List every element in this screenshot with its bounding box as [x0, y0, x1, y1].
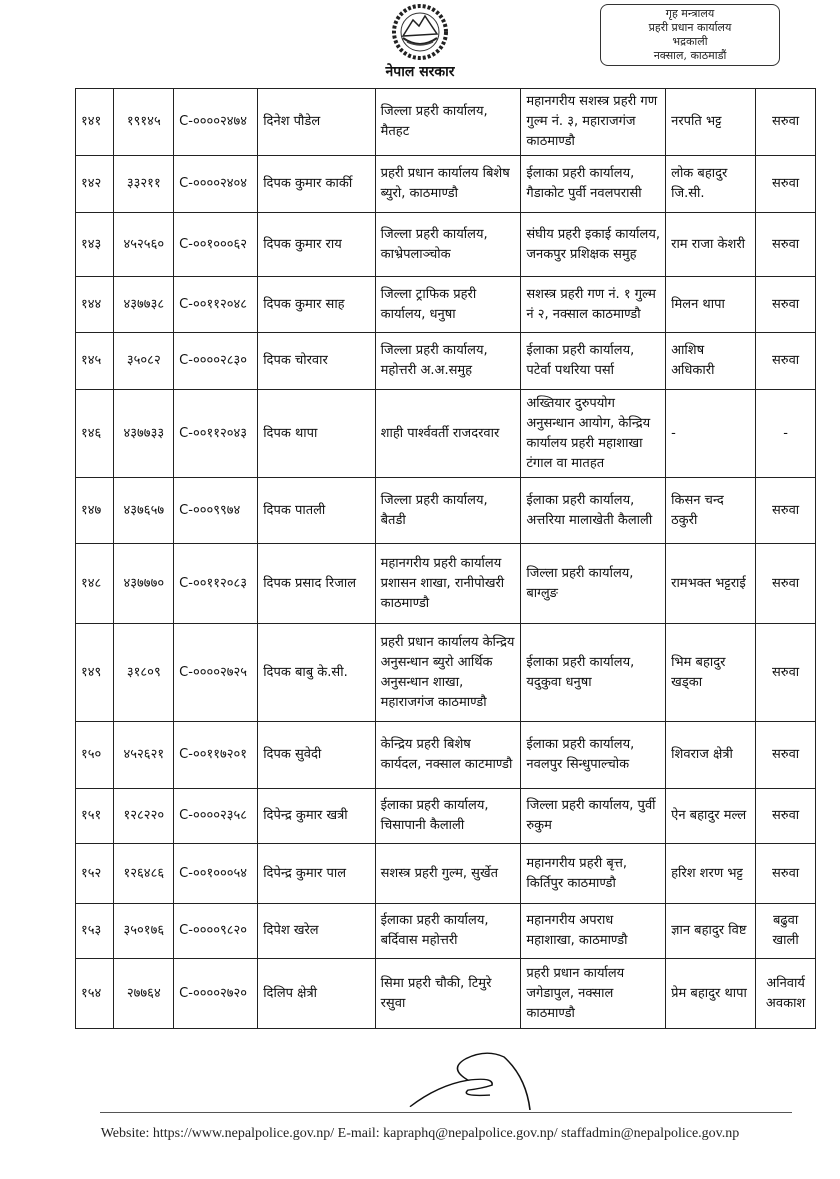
nepal-government-emblem-icon: [389, 4, 451, 62]
replacement-name-cell: प्रेम बहादुर थापा: [666, 959, 756, 1029]
staff-code-cell: C-००००९८२०: [174, 904, 258, 959]
replacement-name-cell: लोक बहादुर जि.सी.: [666, 156, 756, 213]
transfer-office-cell: संघीय प्रहरी इकाई कार्यालय, जनकपुर प्रशिक्षक समुह: [521, 213, 666, 277]
office-stamp: [600, 4, 780, 66]
table-row: [76, 904, 816, 959]
remark-cell: सरुवा: [756, 722, 816, 789]
signature: [408, 1052, 538, 1110]
remark-cell: सरुवा: [756, 213, 816, 277]
employee-name-cell: दिपेन्द्र कुमार खत्री: [258, 789, 375, 844]
employee-name-cell: दिपक पातली: [258, 478, 375, 544]
table-row: [76, 722, 816, 789]
table-row: [76, 333, 816, 390]
remark-cell: -: [756, 390, 816, 478]
personnel-id-cell: ४५२५६०: [114, 213, 174, 277]
replacement-name-cell: भिम बहादुर खड्का: [666, 624, 756, 722]
staff-code-cell: C-००११२०४३: [174, 390, 258, 478]
serial-number-cell: १४९: [76, 624, 114, 722]
transfer-office-cell: महानगरीय प्रहरी बृत्त, किर्तिपुर काठमाण्डौ: [521, 844, 666, 904]
employee-name-cell: दिपक बाबु के.सी.: [258, 624, 375, 722]
replacement-name-cell: नरपति भट्ट: [666, 89, 756, 156]
employee-name-cell: दिपक कुमार कार्की: [258, 156, 375, 213]
replacement-name-cell: हरिश शरण भट्ट: [666, 844, 756, 904]
transfer-office-cell: ईलाका प्रहरी कार्यालय, यदुकुवा धनुषा: [521, 624, 666, 722]
serial-number-cell: १४८: [76, 544, 114, 624]
stamp-line3: भद्रकाली: [672, 35, 708, 48]
replacement-name-cell: -: [666, 390, 756, 478]
table-row: [76, 277, 816, 333]
footer-divider: [100, 1112, 792, 1113]
remark-cell: सरुवा: [756, 156, 816, 213]
remark-cell: सरुवा: [756, 89, 816, 156]
employee-name-cell: दिपक प्रसाद रिजाल: [258, 544, 375, 624]
serial-number-cell: १४१: [76, 89, 114, 156]
transfer-office-cell: ईलाका प्रहरी कार्यालय, गैडाकोट पुर्वी नवलपरासी: [521, 156, 666, 213]
remark-cell: सरुवा: [756, 333, 816, 390]
personnel-id-cell: १२८२२०: [114, 789, 174, 844]
remark-cell: बढुवा खाली: [756, 904, 816, 959]
personnel-id-cell: ४३७७३३: [114, 390, 174, 478]
transfer-office-cell: सशस्त्र प्रहरी गण नं. १ गुल्म नं २, नक्साल काठमाण्डौ: [521, 277, 666, 333]
table-row: [76, 89, 816, 156]
transfer-office-cell: जिल्ला प्रहरी कार्यालय, बाग्लुङ: [521, 544, 666, 624]
staff-code-cell: C-०००९९७४: [174, 478, 258, 544]
table-row: [76, 624, 816, 722]
transfer-office-cell: महानगरीय सशस्त्र प्रहरी गण गुल्म नं. ३, महाराजगंज काठमाण्डौ: [521, 89, 666, 156]
personnel-id-cell: १२६४८६: [114, 844, 174, 904]
remark-cell: सरुवा: [756, 544, 816, 624]
staff-code-cell: C-००११२०४८: [174, 277, 258, 333]
current-office-cell: जिल्ला ट्राफिक प्रहरी कार्यालय, धनुषा: [375, 277, 521, 333]
personnel-id-cell: ४३७६५७: [114, 478, 174, 544]
current-office-cell: जिल्ला प्रहरी कार्यालय, महोत्तरी अ.अ.समुह: [375, 333, 521, 390]
transfer-office-cell: ईलाका प्रहरी कार्यालय, पटेर्वा पथरिया पर्सा: [521, 333, 666, 390]
staff-code-cell: C-००००२३५८: [174, 789, 258, 844]
serial-number-cell: १४४: [76, 277, 114, 333]
personnel-id-cell: ४३७७७०: [114, 544, 174, 624]
employee-name-cell: दिलिप क्षेत्री: [258, 959, 375, 1029]
current-office-cell: प्रहरी प्रधान कार्यालय बिशेष ब्युरो, काठमाण्डौ: [375, 156, 521, 213]
replacement-name-cell: रामभक्त भट्टराई: [666, 544, 756, 624]
current-office-cell: शाही पार्श्ववर्ती राजदरवार: [375, 390, 521, 478]
personnel-id-cell: २७७६४: [114, 959, 174, 1029]
table-row: [76, 213, 816, 277]
replacement-name-cell: आशिष अधिकारी: [666, 333, 756, 390]
table-row: [76, 478, 816, 544]
staff-code-cell: C-००१०००५४: [174, 844, 258, 904]
employee-name-cell: दिपक कुमार साह: [258, 277, 375, 333]
employee-name-cell: दिपक कुमार राय: [258, 213, 375, 277]
table-row: [76, 789, 816, 844]
remark-cell: सरुवा: [756, 789, 816, 844]
serial-number-cell: १४६: [76, 390, 114, 478]
transfer-office-cell: ईलाका प्रहरी कार्यालय, अत्तरिया मालाखेती कैलाली: [521, 478, 666, 544]
transfer-table: [75, 88, 816, 1029]
staff-code-cell: C-००११२०८३: [174, 544, 258, 624]
table-row: [76, 959, 816, 1029]
current-office-cell: ईलाका प्रहरी कार्यालय, चिसापानी कैलाली: [375, 789, 521, 844]
serial-number-cell: १५३: [76, 904, 114, 959]
personnel-id-cell: ३५०१७६: [114, 904, 174, 959]
employee-name-cell: दिनेश पौडेल: [258, 89, 375, 156]
serial-number-cell: १४५: [76, 333, 114, 390]
replacement-name-cell: शिवराज क्षेत्री: [666, 722, 756, 789]
serial-number-cell: १५२: [76, 844, 114, 904]
employee-name-cell: दिपेश खरेल: [258, 904, 375, 959]
current-office-cell: केन्द्रिय प्रहरी बिशेष कार्यदल, नक्साल काटमाण्डौ: [375, 722, 521, 789]
staff-code-cell: C-००००२४७४: [174, 89, 258, 156]
staff-code-cell: C-००००२४०४: [174, 156, 258, 213]
current-office-cell: ईलाका प्रहरी कार्यालय, बर्दिवास महोत्तरी: [375, 904, 521, 959]
serial-number-cell: १४३: [76, 213, 114, 277]
current-office-cell: जिल्ला प्रहरी कार्यालय, बैतडी: [375, 478, 521, 544]
staff-code-cell: C-००११७२०१: [174, 722, 258, 789]
stamp-line2: प्रहरी प्रधान कार्यालय: [648, 21, 732, 34]
serial-number-cell: १४२: [76, 156, 114, 213]
government-emblem: [370, 4, 470, 86]
serial-number-cell: १४७: [76, 478, 114, 544]
personnel-id-cell: ४५२६२१: [114, 722, 174, 789]
serial-number-cell: १५४: [76, 959, 114, 1029]
current-office-cell: प्रहरी प्रधान कार्यालय केन्द्रिय अनुसन्धान ब्युरो आर्थिक अनुसन्धान शाखा, महाराजगंज काठमाण्डौ: [375, 624, 521, 722]
current-office-cell: महानगरीय प्रहरी कार्यालय प्रशासन शाखा, रानीपोखरी काठमाण्डौ: [375, 544, 521, 624]
personnel-id-cell: ३३२११: [114, 156, 174, 213]
current-office-cell: जिल्ला प्रहरी कार्यालय, काभ्रेपलाञ्चोक: [375, 213, 521, 277]
employee-name-cell: दिपक चोरवार: [258, 333, 375, 390]
staff-code-cell: C-००००२८३०: [174, 333, 258, 390]
footer-contact: Website: https://www.nepalpolice.gov.np/ E-mail: kapraphq@nepalpolice.gov.np/ staffadmin@nepalpolice.gov.np: [100, 1126, 740, 1141]
transfer-office-cell: अख्तियार दुरुपयोग अनुसन्धान आयोग, केन्द्रिय कार्यालय प्रहरी महाशाखा टंगाल वा मातहत: [521, 390, 666, 478]
stamp-line1: गृह मन्त्रालय: [665, 7, 715, 20]
personnel-id-cell: ३५०८२: [114, 333, 174, 390]
staff-code-cell: C-००००२७२०: [174, 959, 258, 1029]
transfer-office-cell: महानगरीय अपराध महाशाखा, काठमाण्डौ: [521, 904, 666, 959]
staff-code-cell: C-००१०००६२: [174, 213, 258, 277]
replacement-name-cell: मिलन थापा: [666, 277, 756, 333]
remark-cell: सरुवा: [756, 844, 816, 904]
remark-cell: सरुवा: [756, 277, 816, 333]
table-row: [76, 544, 816, 624]
personnel-id-cell: ३१८०९: [114, 624, 174, 722]
remark-cell: सरुवा: [756, 478, 816, 544]
personnel-id-cell: १९१४५: [114, 89, 174, 156]
serial-number-cell: १५०: [76, 722, 114, 789]
table-row: [76, 390, 816, 478]
replacement-name-cell: ज्ञान बहादुर विष्ट: [666, 904, 756, 959]
employee-name-cell: दिपक थापा: [258, 390, 375, 478]
government-label: नेपाल सरकार: [385, 64, 455, 80]
personnel-id-cell: ४३७७३८: [114, 277, 174, 333]
remark-cell: सरुवा: [756, 624, 816, 722]
replacement-name-cell: ऐन बहादुर मल्ल: [666, 789, 756, 844]
transfer-office-cell: जिल्ला प्रहरी कार्यालय, पुर्वी रुकुम: [521, 789, 666, 844]
replacement-name-cell: राम राजा केशरी: [666, 213, 756, 277]
serial-number-cell: १५१: [76, 789, 114, 844]
employee-name-cell: दिपक सुवेदी: [258, 722, 375, 789]
employee-name-cell: दिपेन्द्र कुमार पाल: [258, 844, 375, 904]
table-row: [76, 156, 816, 213]
table-row: [76, 844, 816, 904]
transfer-office-cell: प्रहरी प्रधान कार्यालय जगेडापुल, नक्साल काठमाण्डौ: [521, 959, 666, 1029]
current-office-cell: जिल्ला प्रहरी कार्यालय, मैतहट: [375, 89, 521, 156]
current-office-cell: सिमा प्रहरी चौकी, टिमुरे रसुवा: [375, 959, 521, 1029]
current-office-cell: सशस्त्र प्रहरी गुल्म, सुर्खेत: [375, 844, 521, 904]
stamp-line4: नक्साल, काठमाडौं: [653, 49, 727, 62]
remark-cell: अनिवार्य अवकाश: [756, 959, 816, 1029]
transfer-office-cell: ईलाका प्रहरी कार्यालय, नवलपुर सिन्धुपाल्चोक: [521, 722, 666, 789]
staff-code-cell: C-००००२७२५: [174, 624, 258, 722]
replacement-name-cell: किसन चन्द ठकुरी: [666, 478, 756, 544]
